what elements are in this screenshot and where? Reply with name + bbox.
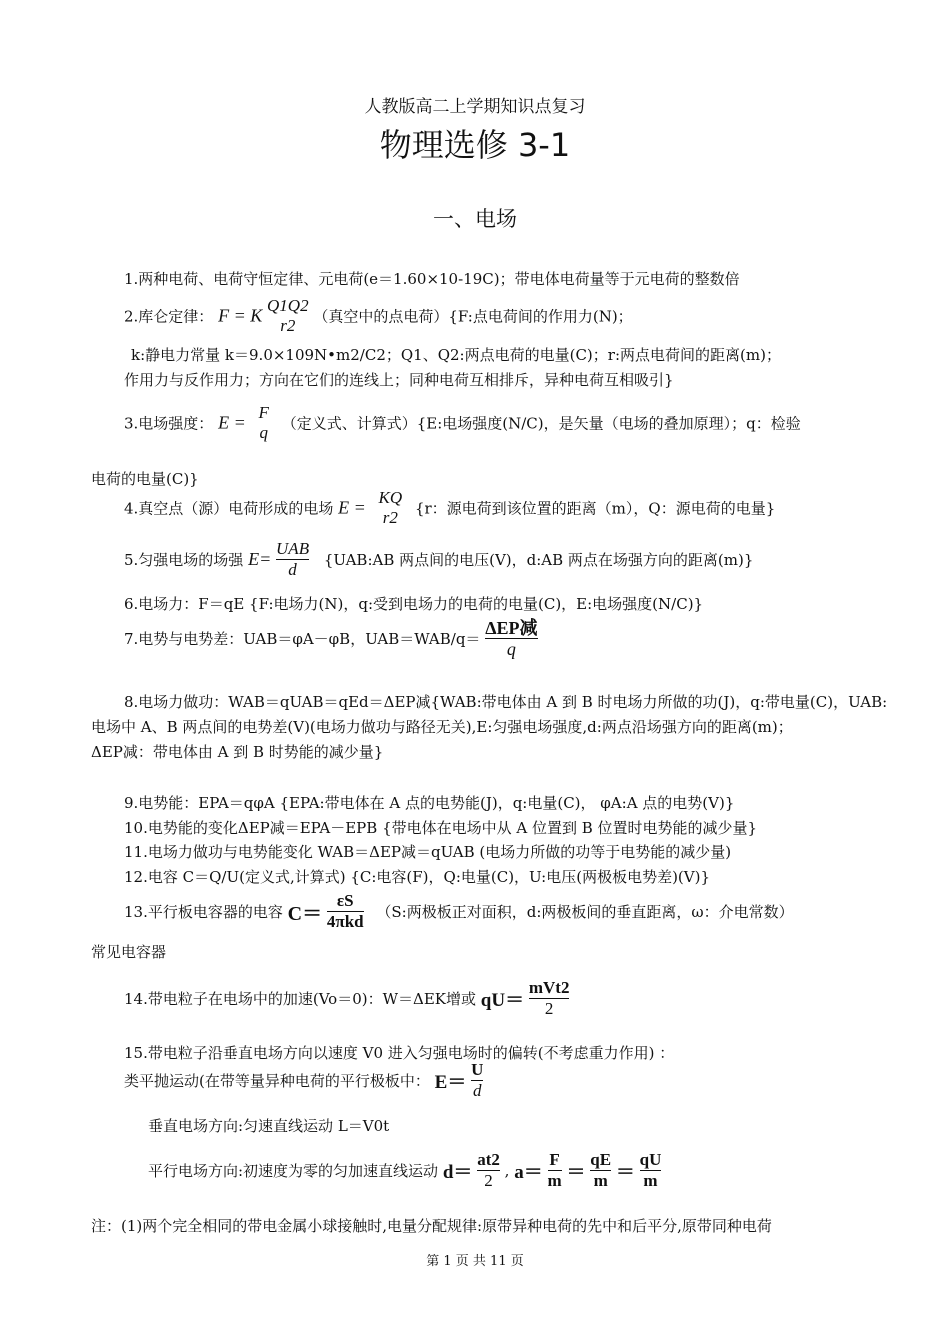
item-2-cont-1: k:静电力常量 k＝9.0×109N•m2/C2；Q1、Q2:两点电荷的电量(C)；r:两点电荷间的距离(m)； <box>131 346 781 364</box>
displacement-numerator: at2 <box>477 1150 500 1169</box>
voltage-mass-denominator: m <box>643 1171 658 1190</box>
uniform-field-denominator: d <box>288 560 297 579</box>
potential-energy-denominator: q <box>506 639 516 659</box>
item-6: 6.电场力：F＝qE {F:电场力(N)，q:受到电场力的电荷的电量(C)，E:电场强度(N/C)} <box>124 595 704 613</box>
acceleration-equation: qU＝ <box>480 990 525 1011</box>
item-3-cont: 电荷的电量(C)} <box>91 470 199 488</box>
force-mass-denominator: m <box>547 1171 562 1190</box>
item-5-label: 5.匀强电场的场强 <box>124 551 244 569</box>
equals-sign-2: ＝ <box>615 1162 635 1183</box>
document-title: 物理选修 3-1 <box>379 126 571 164</box>
item-4-label: 4.真空点（源）电荷形成的电场 <box>124 499 334 518</box>
item-15-parallel <box>148 1150 661 1191</box>
section-heading: 一、电场 <box>433 207 517 231</box>
acceleration-fraction <box>529 978 570 1019</box>
item-2-cont-2: 作用力与反作用力；方向在它们的连线上；同种电荷互相排斥，异种电荷互相吸引} <box>124 371 674 389</box>
item-8-line-1: 8.电场力做功：WAB＝qUAB＝qEd＝ΔEP减{WAB:带电体由 A 到 B 时电场力所做的功(J)，q:带电量(C)，UAB: <box>124 693 888 711</box>
field-mass-numerator: qE <box>590 1150 612 1169</box>
equals-sign-1: ＝ <box>566 1162 586 1183</box>
item-15-sub <box>124 1060 483 1101</box>
parallel-plate-numerator: U <box>471 1060 484 1079</box>
coulomb-equation: F = K <box>218 305 263 326</box>
field-mass-denominator: m <box>593 1171 608 1190</box>
potential-energy-fraction <box>485 618 537 659</box>
item-3-label: 3.电场强度： <box>124 414 214 433</box>
item-15-parallel-label: 平行电场方向:初速度为零的匀加速直线运动 <box>148 1162 439 1180</box>
item-7-label: 7.电势与电势差：UAB＝φA－φB，UAB＝WAB/q＝ <box>124 630 481 648</box>
item-5 <box>124 539 753 580</box>
item-4-note: {r：源电荷到该位置的距离（m），Q：源电荷的电量} <box>414 499 776 518</box>
point-charge-equation: E = <box>338 497 366 518</box>
item-9: 9.电势能：EPA＝qφA {EPA:带电体在 A 点的电势能(J)，q:电量(C)， φA:A 点的电势(V)} <box>124 794 735 812</box>
uniform-field-numerator: UAB <box>276 539 310 558</box>
displacement-denominator: 2 <box>484 1171 493 1190</box>
item-1: 1.两种电荷、电荷守恒定律、元电荷(e＝1.60×10-19C)；带电体电荷量等于元电荷的整数倍 <box>124 270 740 288</box>
item-11: 11.电场力做功与电势能变化 WAB＝ΔEP减＝qUAB (电场力所做的功等于电势能的减少量) <box>124 843 732 861</box>
displacement-fraction <box>477 1150 500 1191</box>
coulomb-numerator: Q1Q2 <box>267 296 309 315</box>
item-13-cont: 常见电容器 <box>91 943 167 961</box>
force-mass-fraction <box>548 1150 562 1191</box>
capacitance-fraction <box>327 891 364 932</box>
item-14-label: 14.带电粒子在电场中的加速(Vo＝0)：W＝ΔEK增或 <box>124 990 476 1008</box>
item-8-line-3: ΔEP减：带电体由 A 到 B 时势能的减少量} <box>91 743 384 761</box>
coulomb-fraction <box>267 296 309 336</box>
page-footer: 第 1 页 共 11 页 <box>426 1254 524 1269</box>
displacement-equation: d＝ <box>442 1162 473 1183</box>
item-12: 12.电容 C＝Q/U(定义式,计算式) {C:电容(F)，Q:电量(C)，U:电压(两极板电势差)(V)} <box>124 868 710 886</box>
capacitance-equation: C＝ <box>287 903 323 925</box>
parallel-plate-fraction <box>471 1060 483 1101</box>
parallel-plate-denominator: d <box>473 1081 482 1100</box>
uniform-field-equation: E= <box>248 549 272 569</box>
item-14 <box>124 978 569 1019</box>
item-3 <box>124 403 801 443</box>
item-7 <box>124 618 538 659</box>
field-strength-fraction <box>259 403 269 443</box>
item-4 <box>124 488 775 528</box>
item-5-note: {UAB:AB 两点间的电压(V)，d:AB 两点在场强方向的距离(m)} <box>323 551 754 569</box>
point-charge-fraction <box>379 488 403 528</box>
item-15: 15.带电粒子沿垂直电场方向以速度 V0 进入匀强电场时的偏转(不考虑重力作用) ： <box>124 1044 675 1062</box>
acceleration-formula: a＝ <box>514 1162 543 1183</box>
item-13 <box>124 891 794 932</box>
capacitance-denominator: 4πkd <box>326 912 364 931</box>
field-mass-fraction <box>590 1150 611 1191</box>
item-2 <box>124 296 633 336</box>
uniform-field-fraction <box>276 539 309 580</box>
potential-energy-numerator: ΔEP减 <box>485 618 538 638</box>
field-strength-denominator: q <box>259 423 268 442</box>
item-3-note: （定义式、计算式）{E:电场强度(N/C)，是矢量（电场的叠加原理）；q：检验 <box>281 414 801 433</box>
capacitance-numerator: εS <box>327 891 364 912</box>
field-strength-numerator: F <box>258 403 269 422</box>
document-subtitle: 人教版高二上学期知识点复习 <box>364 97 586 117</box>
field-strength-equation: E = <box>218 412 246 433</box>
point-charge-numerator: KQ <box>378 488 403 507</box>
force-mass-numerator: F <box>549 1150 560 1169</box>
voltage-mass-fraction <box>640 1150 662 1191</box>
item-13-label: 13.平行板电容器的电容 <box>124 903 283 921</box>
acceleration-denominator: 2 <box>544 999 554 1018</box>
comma-separator: , <box>504 1161 510 1180</box>
coulomb-denominator: r2 <box>280 316 296 335</box>
parallel-plate-equation: E＝ <box>434 1072 467 1093</box>
item-2-label: 2.库仑定律： <box>124 307 214 326</box>
item-15-sub-label: 类平抛运动(在带等量异种电荷的平行极板中： <box>124 1072 430 1090</box>
note-line: 注：(1)两个完全相同的带电金属小球接触时,电量分配规律:原带异种电荷的先中和后平分,原带同种电荷 <box>91 1217 772 1235</box>
acceleration-numerator: mVt2 <box>528 978 570 997</box>
item-2-note: （真空中的点电荷）{F:点电荷间的作用力(N)； <box>313 307 633 326</box>
point-charge-denominator: r2 <box>382 508 398 527</box>
item-13-note: （S:两极板正对面积，d:两极板间的垂直距离，ω：介电常数） <box>376 903 794 921</box>
item-10: 10.电势能的变化ΔEP减＝EPA－EPB {带电体在电场中从 A 位置到 B 位置时电势能的减少量} <box>124 819 758 837</box>
voltage-mass-numerator: qU <box>639 1150 662 1169</box>
item-8-line-2: 电场中 A、B 两点间的电势差(V)(电场力做功与路径无关),E:匀强电场强度,d:两点沿场强方向的距离(m)； <box>91 718 793 736</box>
item-15-vertical: 垂直电场方向:匀速直线运动 L＝V0t <box>148 1117 390 1135</box>
